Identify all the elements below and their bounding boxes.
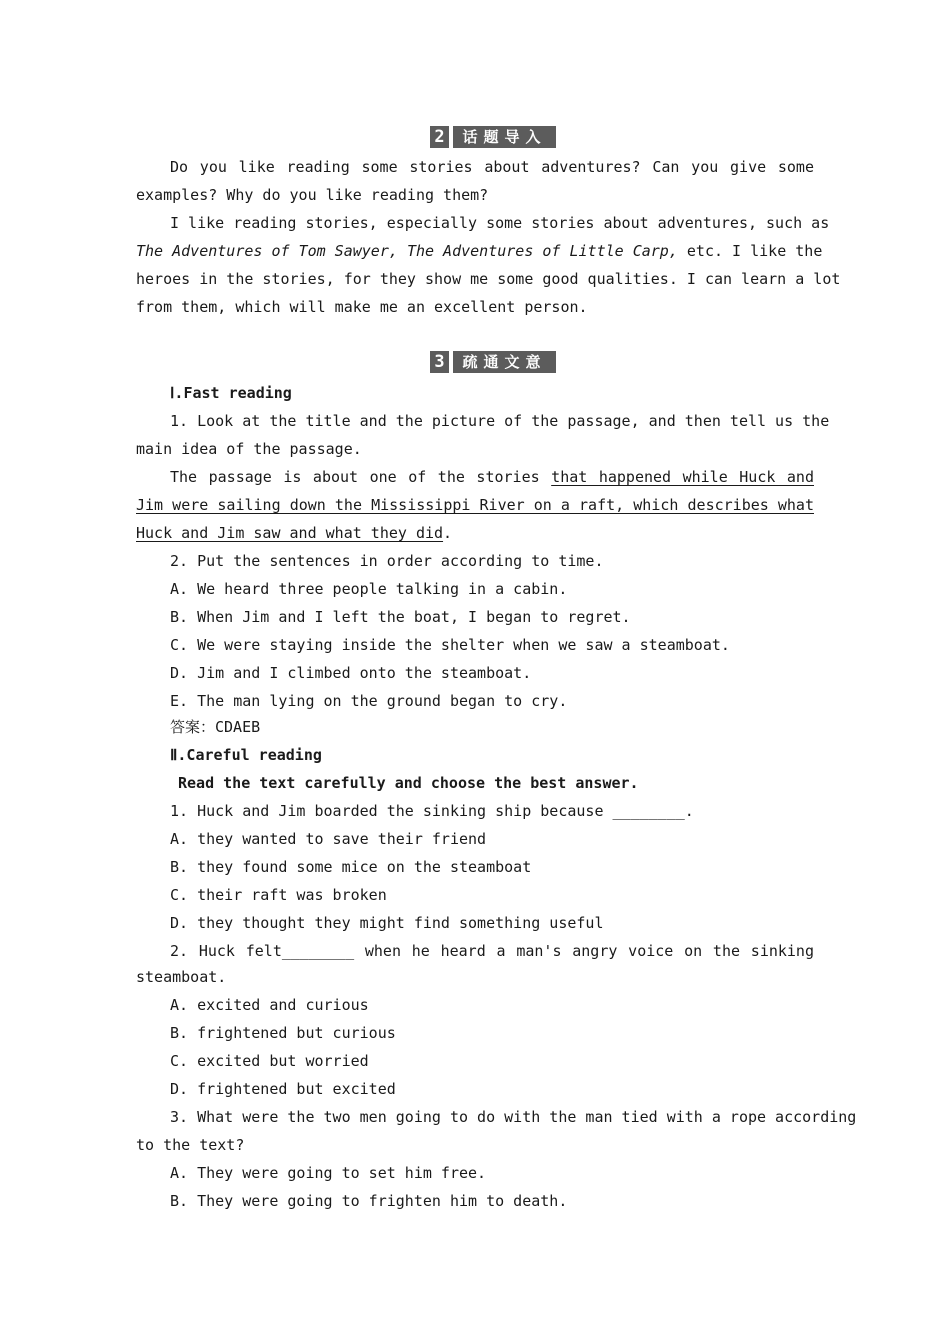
option-item: D. Jim and I climbed onto the steamboat.	[170, 664, 532, 682]
question-text: to the text?	[136, 1136, 245, 1154]
answer-text: I like reading stories, especially some stories about adventures, such as	[170, 214, 830, 232]
answer-key: 答案：CDAEB	[170, 718, 261, 736]
underlined-answer: Jim were sailing down the Mississippi River on a raft, which describes what	[136, 496, 814, 514]
option-item: A. they wanted to save their friend	[170, 830, 487, 848]
underlined-answer: Huck and Jim saw and what they did	[136, 524, 444, 542]
book-title: The Adventures of Little Carp,	[406, 242, 678, 260]
section-title: 话题导入	[453, 126, 556, 148]
book-title: The Adventures of Tom Sawyer,	[136, 242, 398, 260]
answer-text: from them, which will make me an excellent person.	[136, 298, 588, 316]
fast-reading-heading: Ⅰ.Fast reading	[170, 384, 292, 402]
question-text: 1. Huck and Jim boarded the sinking ship because ________.	[170, 802, 694, 820]
option-item: A. We heard three people talking in a cabin.	[170, 580, 568, 598]
option-item: C. We were staying inside the shelter when we saw a steamboat.	[170, 636, 730, 654]
answer-text	[136, 522, 814, 544]
option-item: C. excited but worried	[170, 1052, 369, 1070]
section-number: 2	[430, 126, 449, 148]
answer-text	[170, 466, 814, 488]
period: .	[443, 524, 453, 542]
option-item: C. their raft was broken	[170, 886, 387, 904]
option-item: B. When Jim and I left the boat, I began to regret.	[170, 608, 631, 626]
question-text: 1. Look at the title and the picture of the passage, and then tell us the	[170, 412, 830, 430]
question-text: main idea of the passage.	[136, 440, 362, 458]
careful-reading-heading: Ⅱ.Careful reading	[170, 746, 322, 764]
section-banner-2	[430, 125, 556, 149]
question-text: Do you like reading some stories about adventures? Can you give some	[170, 158, 814, 176]
question-text: steamboat.	[136, 968, 227, 986]
option-item: A. They were going to set him free.	[170, 1164, 487, 1182]
question-text: 2. Put the sentences in order according to time.	[170, 552, 604, 570]
option-item: D. they thought they might find something useful	[170, 914, 604, 932]
option-item: A. excited and curious	[170, 996, 369, 1014]
question-text: 2. Huck felt________ when he heard a man's angry voice on the sinking	[170, 942, 814, 960]
instruction-text: Read the text carefully and choose the best answer.	[178, 774, 639, 792]
option-item: D. frightened but excited	[170, 1080, 396, 1098]
answer-text: heroes in the stories, for they show me some good qualities. I can learn a lot	[136, 270, 841, 288]
section-banner-3	[430, 350, 556, 374]
option-item: E. The man lying on the ground began to cry.	[170, 692, 568, 710]
question-text: examples? Why do you like reading them?	[136, 186, 489, 204]
answer-text	[136, 240, 823, 262]
section-number: 3	[430, 351, 449, 373]
answer-text: etc. I like the	[686, 242, 823, 260]
answer-text: The passage is about one of the stories	[170, 468, 540, 486]
option-item: B. they found some mice on the steamboat	[170, 858, 532, 876]
section-title: 疏通文意	[453, 351, 556, 373]
question-text: 3. What were the two men going to do with the man tied with a rope according	[170, 1108, 857, 1126]
option-item: B. They were going to frighten him to death.	[170, 1192, 568, 1210]
underlined-answer: that happened while Huck and	[551, 468, 814, 486]
option-item: B. frightened but curious	[170, 1024, 396, 1042]
